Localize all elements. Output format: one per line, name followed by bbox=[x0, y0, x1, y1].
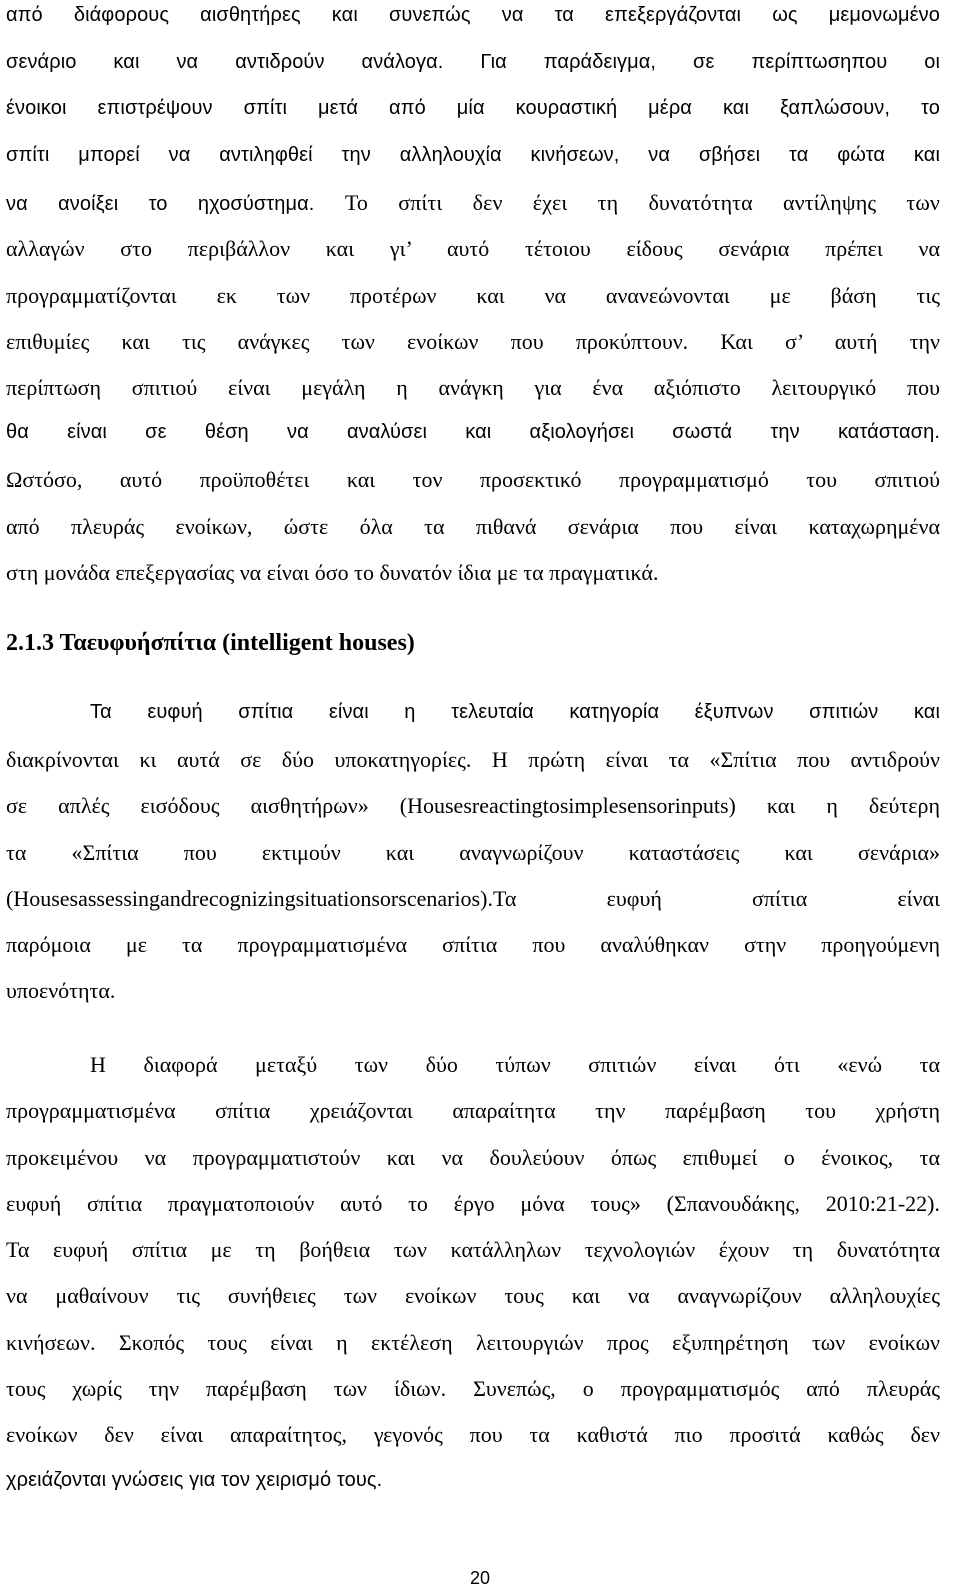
paragraph-1-line-13: στη μονάδα επεξεργασίας να είναι όσο το δυνατόν ίδια με τα πραγματικά. bbox=[6, 560, 659, 585]
paragraph-1-line-5a: να ανοίξει το ηχοσύστημα. bbox=[6, 193, 315, 215]
paragraph-1-line-1: από διάφορους αισθητήρες και συνεπώς να τα επεξεργάζονται ως μεμονωμένο bbox=[6, 4, 940, 26]
paragraph-1-line-11: Ωστόσο, αυτό προϋποθέτει και τον προσεκτικό προγραμματισμό του σπιτιού bbox=[6, 467, 940, 492]
paragraph-1-line-10: θα είναι σε θέση να αναλύσει και αξιολογήσει σωστά την κατάσταση. bbox=[6, 421, 940, 443]
paragraph-1-line-8b: Και σ’ αυτή την bbox=[720, 329, 940, 354]
paragraph-1-line-9: περίπτωση σπιτιού είναι μεγάλη η ανάγκη για ένα αξιόπιστο λειτουργικό που bbox=[6, 375, 940, 400]
paragraph-3-line-7a: κινήσεων. bbox=[6, 1330, 96, 1355]
paragraph-3-line-5: Τα ευφυή σπίτια με τη βοήθεια των κατάλληλων τεχνολογιών έχουν τη δυνατότητα bbox=[6, 1237, 940, 1262]
paragraph-2-line-3: σε απλές εισόδους αισθητήρων» (Housesreactingtosimplesensorinputs) και η δεύτερη bbox=[6, 793, 940, 818]
paragraph-1-line-5 bbox=[6, 190, 940, 216]
paragraph-3-line-2: προγραμματισμένα σπίτια χρειάζονται απαραίτητα την παρέμβαση του χρήστη bbox=[6, 1098, 940, 1123]
paragraph-2-line-2b: Η πρώτη είναι τα «Σπίτια που αντιδρούν bbox=[491, 747, 940, 772]
paragraph-1-line-12: από πλευράς ενοίκων, ώστε όλα τα πιθανά σενάρια που είναι καταχωρημένα bbox=[6, 514, 940, 539]
paragraph-3-line-3: προκειμένου να προγραμματιστούν και να δουλεύουν όπως επιθυμεί ο ένοικος, τα bbox=[6, 1145, 940, 1170]
section-heading: 2.1.3 Ταευφυήσπίτια (intelligent houses) bbox=[6, 630, 415, 656]
paragraph-2-line-2a: διακρίνονται κι αυτά σε δύο υποκατηγορίες. bbox=[6, 747, 472, 772]
paragraph-2-line-6: παρόμοια με τα προγραμματισμένα σπίτια που αναλύθηκαν στην προηγούμενη bbox=[6, 932, 940, 957]
paragraph-2-line-7: υποενότητα. bbox=[6, 978, 116, 1003]
paragraph-1-line-6: αλλαγών στο περιβάλλον και γι’ αυτό τέτοιου είδους σενάρια πρέπει να bbox=[6, 236, 940, 261]
paragraph-1-line-3: ένοικοι επιστρέψουν σπίτι μετά από μία κουραστική μέρα και ξαπλώσουν, το bbox=[6, 97, 940, 119]
page-number: 20 bbox=[469, 1568, 491, 1588]
paragraph-2-line-5: (Housesassessingandrecognizingsituationsorscenarios).Τα ευφυή σπίτια είναι bbox=[6, 886, 940, 911]
paragraph-3-line-7b: Σκοπός τους είναι η εκτέλεση λειτουργιών προς εξυπηρέτηση των ενοίκων bbox=[118, 1330, 940, 1355]
paragraph-1-line-2: σενάριο και να αντιδρούν ανάλογα. Για παράδειγμα, σε περίπτωσηπου οι bbox=[6, 51, 940, 73]
paragraph-2-line-4: τα «Σπίτια που εκτιμούν και αναγνωρίζουν καταστάσεις και σενάρια» bbox=[6, 840, 940, 865]
paragraph-2-line-1: Τα ευφυή σπίτια είναι η τελευταία κατηγορία έξυπνων σπιτιών και bbox=[90, 701, 940, 723]
paragraph-3-line-4: ευφυή σπίτια πραγματοποιούν αυτό το έργο μόνα τους» (Σπανουδάκης, 2010:21-22). bbox=[6, 1191, 940, 1216]
paragraph-3-line-9: ενοίκων δεν είναι απαραίτητος, γεγονός που τα καθιστά πιο προσιτά καθώς δεν bbox=[6, 1422, 940, 1447]
paragraph-3-line-8a: τους χωρίς την παρέμβαση των ίδιων. bbox=[6, 1376, 447, 1401]
paragraph-3-line-6: να μαθαίνουν τις συνήθειες των ενοίκων τους και να αναγνωρίζουν αλληλουχίες bbox=[6, 1283, 940, 1308]
paragraph-2-line-2 bbox=[6, 747, 940, 773]
paragraph-3-line-10: χρειάζονται γνώσεις για τον χειρισμό τους. bbox=[6, 1469, 383, 1491]
paragraph-1-line-4: σπίτι μπορεί να αντιληφθεί την αλληλουχία κινήσεων, να σβήσει τα φώτα και bbox=[6, 144, 940, 166]
paragraph-1-line-8a: επιθυμίες και τις ανάγκες των ενοίκων που προκύπτουν. bbox=[6, 329, 689, 354]
paragraph-3-line-8 bbox=[6, 1376, 940, 1402]
paragraph-1-line-5b: Το σπίτι δεν έχει τη δυνατότητα αντίληψης των bbox=[344, 190, 940, 215]
paragraph-1-line-8 bbox=[6, 329, 940, 355]
paragraph-1-line-7: προγραμματίζονται εκ των προτέρων και να ανανεώνονται με βάση τις bbox=[6, 283, 940, 308]
paragraph-3-line-8b: Συνεπώς, ο προγραμματισμός από πλευράς bbox=[473, 1376, 940, 1401]
paragraph-3-line-7 bbox=[6, 1330, 940, 1356]
paragraph-3-line-1: Η διαφορά μεταξύ των δύο τύπων σπιτιών είναι ότι «ενώ τα bbox=[90, 1052, 940, 1077]
